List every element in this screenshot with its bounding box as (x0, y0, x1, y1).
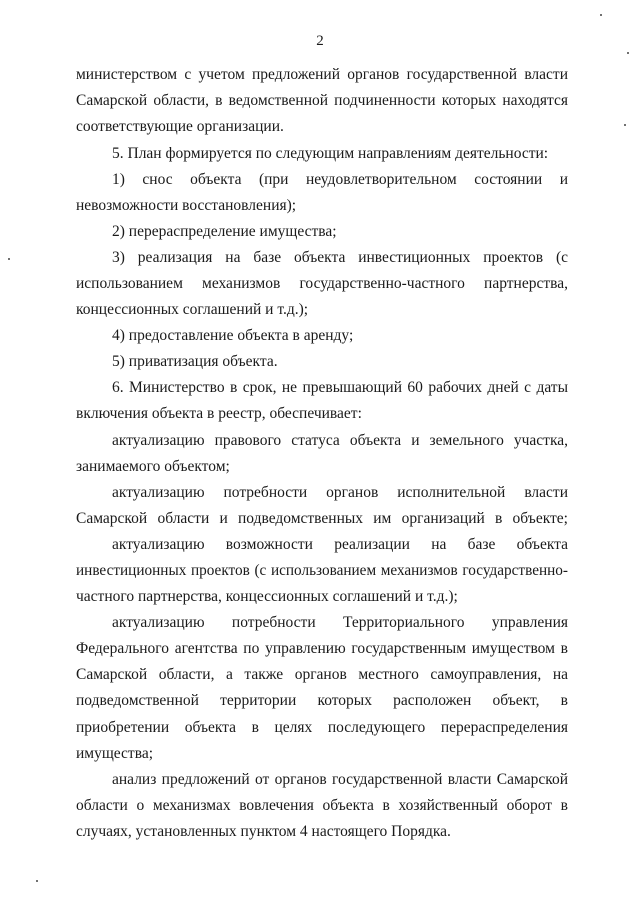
text-line: анализ предложений от органов государственной власти Самарской (112, 771, 568, 788)
text-line: актуализацию правового статуса объекта и земельного участка, (112, 432, 568, 449)
scan-speck (36, 880, 38, 882)
text-line: Самарской области, в ведомственной подчиненности которых находятся (76, 92, 568, 109)
text-line: случаях, установленных пунктом 4 настоящего Порядка. (76, 823, 451, 840)
text-line: 4) предоставление объекта в аренду; (112, 327, 354, 344)
text-line: актуализацию возможности реализации на базе объекта (112, 536, 568, 553)
text-line: концессионных соглашений и т.д.); (76, 301, 309, 318)
text-line: невозможности восстановления); (76, 197, 297, 214)
scan-speck (600, 14, 602, 16)
text-line: инвестиционных проектов (с использованием механизмов государственно- (76, 562, 568, 579)
scan-speck (624, 124, 626, 126)
text-line: 5. План формируется по следующим направлениям деятельности: (112, 145, 549, 162)
text-line: соответствующие организации. (76, 118, 284, 135)
page-number: 2 (316, 33, 324, 49)
text-line: области о механизмах вовлечения объекта в хозяйственный оборот в (76, 797, 568, 814)
text-line: 2) перераспределение имущества; (112, 223, 337, 240)
text-line: 1) снос объекта (при неудовлетворительном состоянии и (112, 171, 568, 188)
text-line: включения объекта в реестр, обеспечивает: (76, 405, 362, 422)
text-line: 6. Министерство в срок, не превышающий 60 рабочих дней с даты (112, 379, 568, 396)
text-line: подведомственной территории которых расположен объект, в (76, 692, 568, 709)
text-line: Федерального агентства по управлению государственным имуществом в (76, 640, 568, 657)
text-line: актуализацию потребности Территориального управления (112, 614, 568, 631)
text-line: министерством с учетом предложений органов государственной власти (76, 66, 568, 83)
text-line: частного партнерства, концессионных соглашений и т.д.); (76, 588, 458, 605)
text-line: Самарской области и подведомственных им организаций в объекте; (76, 510, 568, 527)
text-line: актуализацию потребности органов исполнительной власти (112, 484, 568, 501)
text-line: 3) реализация на базе объекта инвестиционных проектов (с (112, 249, 568, 266)
scan-speck (627, 52, 629, 54)
text-line: 5) приватизация объекта. (112, 353, 278, 370)
text-line: приобретении объекта в целях последующего перераспределения (76, 719, 568, 736)
text-line: Самарской области, а также органов местного самоуправления, на (76, 666, 568, 683)
text-line: имущества; (76, 745, 154, 762)
text-line: использованием механизмов государственно-частного партнерства, (76, 275, 568, 292)
scan-speck (8, 258, 10, 260)
text-line: занимаемого объектом; (76, 458, 230, 475)
